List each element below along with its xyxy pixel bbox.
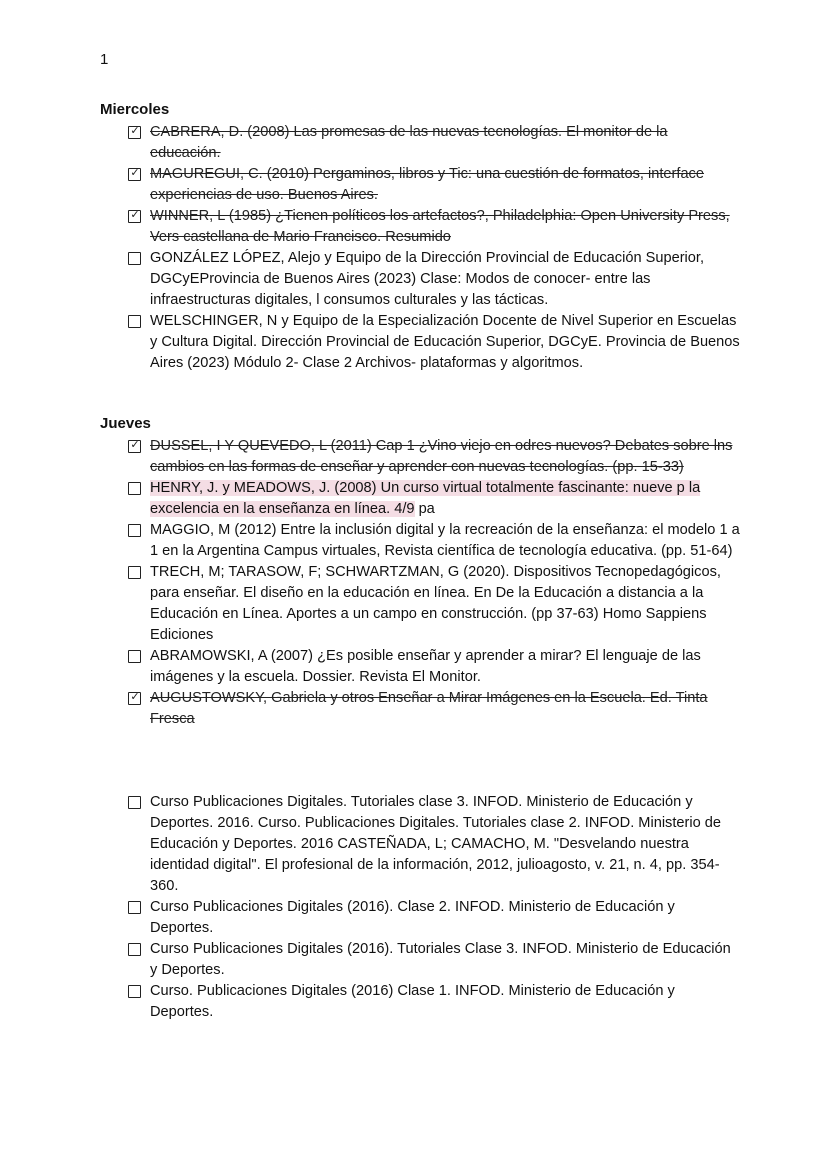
checklist-extra — [100, 792, 740, 1023]
checkmark-icon: ✓ — [130, 439, 140, 451]
checked-checkbox-icon[interactable] — [128, 168, 141, 181]
item-text: ABRAMOWSKI, A (2007) ¿Es posible enseñar y aprender a mirar? El lenguaje de las imágenes y la escuela. Dossier. Revista El Monitor. — [150, 648, 701, 685]
checked-checkbox-icon[interactable] — [128, 210, 141, 223]
item-text: Curso Publicaciones Digitales (2016). Clase 2. INFOD. Ministerio de Educación y Deportes. — [150, 899, 675, 936]
item-text: Curso. Publicaciones Digitales (2016) Clase 1. INFOD. Ministerio de Educación y Deportes. — [150, 983, 675, 1020]
checklist-item — [128, 981, 740, 1023]
checked-checkbox-icon[interactable] — [128, 126, 141, 139]
checkbox-icon[interactable] — [128, 943, 141, 956]
item-text-tail: pa — [414, 501, 435, 517]
checklist-item — [128, 311, 740, 374]
checkbox-icon[interactable] — [128, 650, 141, 663]
checkbox-icon[interactable] — [128, 315, 141, 328]
item-text: Curso Publicaciones Digitales (2016). Tutoriales Clase 3. INFOD. Ministerio de Educación y Deportes. — [150, 941, 731, 978]
item-text: MAGGIO, M (2012) Entre la inclusión digital y la recreación de la enseñanza: el modelo 1 a 1 en la Argentina Campus virtuales, Revista científica de tecnología educativa. (pp. 51-64) — [150, 522, 740, 559]
checkmark-icon: ✓ — [130, 167, 140, 179]
section-miercoles — [100, 100, 740, 374]
highlighted-item-text: HENRY, J. y MEADOWS, J. (2008) Un curso virtual totalmente fascinante: nueve p la excelencia en la enseñanza en línea. 4/9 — [150, 480, 701, 517]
checked-checkbox-icon[interactable] — [128, 692, 141, 705]
checklist-item — [128, 520, 740, 562]
checkbox-icon[interactable] — [128, 252, 141, 265]
checklist-item — [128, 646, 740, 688]
item-text: WELSCHINGER, N y Equipo de la Especialización Docente de Nivel Superior en Escuelas y Cultura Digital. Dirección Provincial de Educación Superior, DGCyE. Provincia de Buenos Aires (2023) Módulo 2- Clase 2 Archivos- plataformas y algoritmos. — [150, 313, 740, 371]
checked-checkbox-icon[interactable] — [128, 440, 141, 453]
checklist-item — [128, 478, 740, 520]
checklist-miercoles — [100, 122, 740, 374]
checklist-item — [128, 562, 740, 646]
section-jueves — [100, 414, 740, 730]
checklist-item — [128, 206, 740, 248]
checkmark-icon: ✓ — [130, 125, 140, 137]
checklist-item — [128, 164, 740, 206]
checklist-item — [128, 248, 740, 311]
item-text: CABRERA, D. (2008) Las promesas de las nuevas tecnologías. El monitor de la educación. — [150, 124, 668, 161]
checklist-item — [128, 939, 740, 981]
checklist-jueves — [100, 436, 740, 730]
section-heading-miercoles: Miercoles — [100, 101, 170, 118]
checklist-item — [128, 792, 740, 897]
section-heading-jueves: Jueves — [100, 415, 151, 432]
checkbox-icon[interactable] — [128, 901, 141, 914]
checkmark-icon: ✓ — [130, 209, 140, 221]
section-extra — [100, 792, 740, 1023]
item-text: TRECH, M; TARASOW, F; SCHWARTZMAN, G (2020). Dispositivos Tecnopedagógicos, para enseñar. El diseño en la educación en línea. En De la Educación a distancia a la Educación en Línea. Aportes a un campo en construcción. (pp 37-63) Homo Sappiens Ediciones — [150, 564, 721, 643]
item-text: GONZÁLEZ LÓPEZ, Alejo y Equipo de la Dirección Provincial de Educación Superior, DGCyEProvincia de Buenos Aires (2023) Clase: Modos de conocer- entre las infraestructuras digitales, l consumos culturales y las tácticas. — [150, 250, 705, 308]
checkbox-icon[interactable] — [128, 524, 141, 537]
checklist-item — [128, 122, 740, 164]
checkbox-icon[interactable] — [128, 985, 141, 998]
checklist-item — [128, 436, 740, 478]
page-number: 1 — [100, 51, 109, 68]
checkmark-icon: ✓ — [130, 691, 140, 703]
checklist-item — [128, 688, 740, 730]
checkbox-icon[interactable] — [128, 796, 141, 809]
checkbox-icon[interactable] — [128, 566, 141, 579]
checkbox-icon[interactable] — [128, 482, 141, 495]
checklist-item — [128, 897, 740, 939]
item-text: WINNER, L (1985) ¿Tienen políticos los artefactos?, Philadelphia: Open University Press, Vers castellana de Mario Francisco. Resumido — [150, 208, 730, 245]
item-text: DUSSEL, I Y QUEVEDO, L (2011) Cap 1 ¿Vino viejo en odres nuevos? Debates sobre lns cambios en las formas de enseñar y aprender con nuevas tecnologías. (pp. 15-33) — [150, 438, 733, 475]
item-text: Curso Publicaciones Digitales. Tutoriales clase 3. INFOD. Ministerio de Educación y Deportes. 2016. Curso. Publicaciones Digitales. Tutoriales clase 2. INFOD. Ministerio de Educación y Deportes. 2016 CASTEÑADA, L; CAMACHO, M. "Desvelando nuestra identidad digital". El profesional de la información, 2012, julioagosto, v. 21, n. 4, pp. 354-360. — [150, 794, 722, 894]
item-text: MAGUREGUI, C. (2010) Pergaminos, libros y Tic: una cuestión de formatos, interface experiencias de uso. Buenos Aires. — [150, 166, 704, 203]
item-text: AUGUSTOWSKY, Gabriela y otros Enseñar a Mirar Imágenes en la Escuela. Ed. Tinta Fresca — [150, 690, 708, 727]
